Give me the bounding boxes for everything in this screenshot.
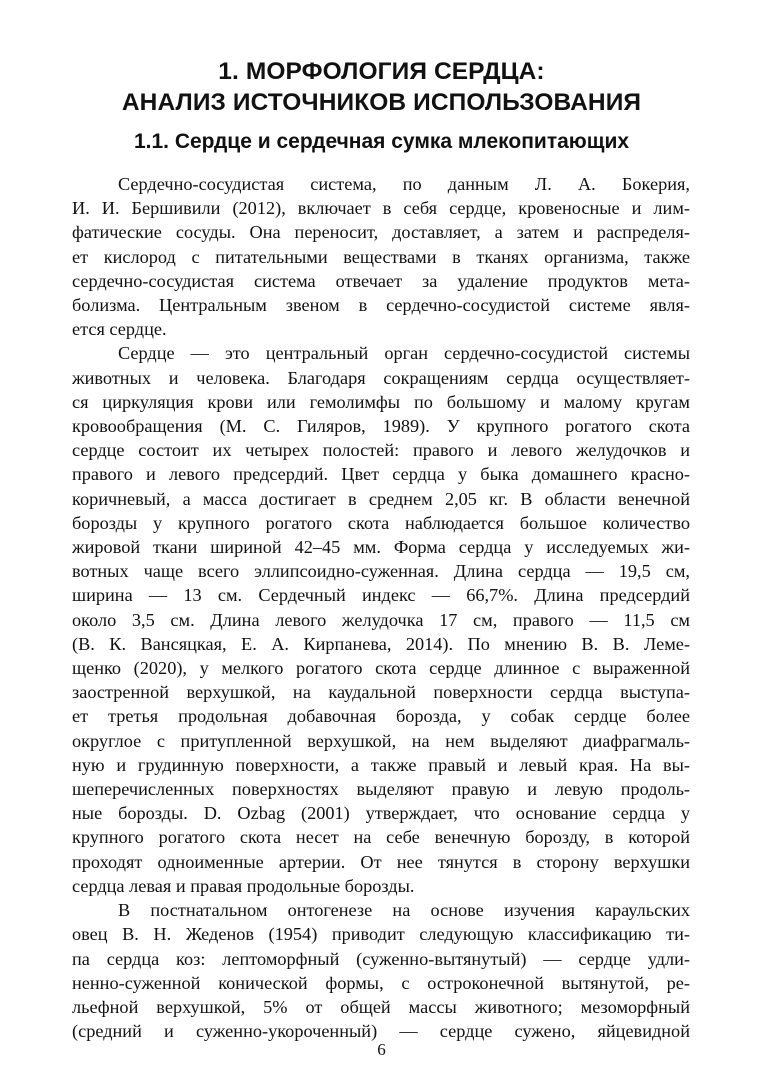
text-line: округлое с притупленной верхушкой, на нем выделяют диафрагмаль- — [72, 730, 690, 751]
text-line: сердце состоит их четырех полостей: правого и левого желудочков и — [72, 440, 690, 461]
text-line: па сердца коз: лептоморфный (суженно-вытянутый) — сердце удли- — [72, 948, 690, 969]
text-line: (В. К. Вансяцкая, Е. А. Кирпанева, 2014). По мнению В. В. Леме- — [72, 633, 690, 654]
text-line: сердца левая и правая продольные борозды. — [72, 875, 415, 896]
text-line: сердечно-сосудистая система отвечает за удаление продуктов мета- — [72, 270, 690, 291]
paragraph — [72, 341, 690, 898]
text-line: Сердечно-сосудистая система, по данным Л. А. Бокерия, — [118, 174, 690, 194]
text-line: жировой ткани шириной 42–45 мм. Форма сердца у исследуемых жи- — [72, 537, 690, 558]
text-line: льефной верхушкой, 5% от общей массы животного; мезоморфный — [72, 996, 690, 1017]
text-line: коричневый, а масса достигает в среднем 2,05 кг. В области венечной — [72, 488, 690, 509]
text-line: кровообращения (М. С. Гиляров, 1989). У крупного рогатого скота — [72, 416, 690, 437]
text-line: болизма. Центральным звеном в сердечно-сосудистой системе явля- — [72, 295, 690, 316]
text-line: борозды у крупного рогатого скота наблюдается большое количество — [72, 512, 690, 533]
paragraph — [72, 172, 690, 341]
text-line: фатические сосуды. Она переносит, доставляет, а затем и распределя- — [72, 222, 690, 243]
text-line: ненно-суженной конической формы, с остроконечной вытянутой, ре- — [72, 972, 690, 993]
chapter-title — [0, 56, 763, 118]
text-line: вотных чаще всего эллипсоидно-суженная. Длина сердца — 19,5 см, — [72, 561, 690, 582]
text-line: ся циркуляция крови или гемолимфы по большому и малому кругам — [72, 391, 690, 412]
text-line: шеперечисленных поверхностях выделяют правую и левую продоль- — [72, 779, 690, 800]
chapter-title-line-1: 1. МОРФОЛОГИЯ СЕРДЦА: — [218, 58, 545, 85]
text-line: И. И. Бершивили (2012), включает в себя сердце, кровеносные и лим- — [72, 198, 690, 219]
text-line: ширина — 13 см. Сердечный индекс — 66,7%. Длина предсердий — [72, 585, 690, 606]
text-line: животных и человека. Благодаря сокращениям сердца осуществляет- — [72, 367, 690, 388]
paragraph — [72, 898, 690, 1043]
text-line: заостренной верхушкой, на каудальной поверхности сердца выступа- — [72, 682, 690, 703]
body-text — [72, 172, 690, 1043]
text-line: В постнатальном онтогенезе на основе изучения караульских — [118, 900, 690, 921]
text-line: Сердце — это центральный орган сердечно-сосудистой системы — [118, 343, 690, 364]
text-line: ные борозды. D. Ozbag (2001) утверждает, что основание сердца у — [72, 803, 690, 824]
text-line: правого и левого предсердий. Цвет сердца у быка домашнего красно- — [72, 464, 690, 485]
text-line: ную и грудинную поверхности, а также правый и левый края. На вы- — [72, 754, 690, 775]
section-title: 1.1. Сердце и сердечная сумка млекопитающих — [133, 130, 630, 153]
text-line: ет кислород с питательными веществами в тканях организма, также — [72, 246, 690, 267]
text-line: овец В. Н. Жеденов (1954) приводит следующую классификацию ти- — [72, 924, 690, 945]
chapter-title-line-2: АНАЛИЗ ИСТОЧНИКОВ ИСПОЛЬЗОВАНИЯ — [121, 89, 642, 116]
text-line: крупного рогатого скота несет на себе венечную борозду, в которой — [72, 827, 690, 848]
text-line: ет третья продольная добавочная борозда, у собак сердце более — [72, 706, 690, 727]
text-line: (средний и суженно-укороченный) — сердце сужено, яйцевидной — [72, 1021, 690, 1042]
text-line: около 3,5 см. Длина левого желудочка 17 см, правого — 11,5 см — [72, 609, 690, 630]
text-line: щенко (2020), у мелкого рогатого скота сердце длинное с выраженной — [72, 658, 690, 679]
text-line: ется сердце. — [72, 319, 167, 340]
text-line: проходят одноименные артерии. От нее тянутся в сторону верхушки — [72, 851, 690, 872]
page-number: 6 — [377, 1040, 386, 1059]
